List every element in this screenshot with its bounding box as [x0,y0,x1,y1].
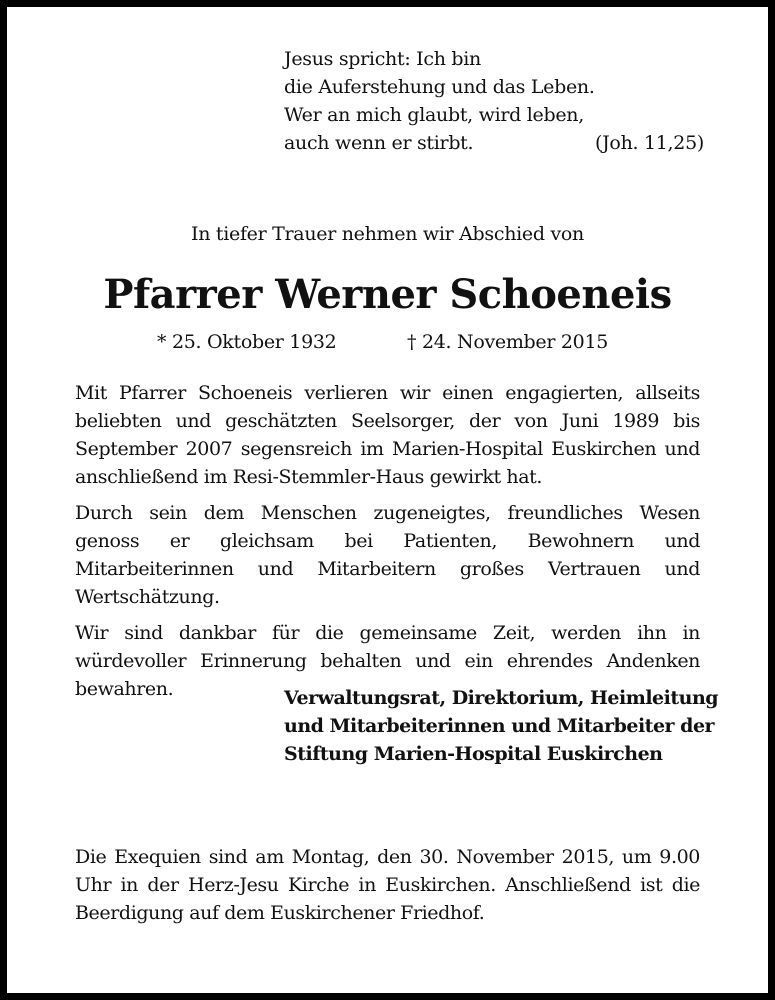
signature-line: Stiftung Marien-Hospital Euskirchen [284,743,663,765]
signature-line: Verwaltungsrat, Direktorium, Heimleitung [284,687,719,709]
body-paragraph: Durch sein dem Menschen zugeneigtes, freundliches Wesen genoss er gleichsam bei Patienten, Bewohnern und Mitarbeiterinnen und Mitarbeitern großes Vertrauen und Wertschätzung. [75,502,700,608]
body-paragraph: Wir sind dankbar für die gemeinsame Zeit, werden ihn in würdevoller Erinnerung behalten und ein ehrendes Andenken bewahren. [75,622,700,700]
obituary-body [75,379,700,711]
verse-line: Wer an mich glaubt, wird leben, [284,104,584,126]
bible-verse [284,45,704,157]
funeral-service-info: Die Exequien sind am Montag, den 30. November 2015, um 9.00 Uhr in der Herz-Jesu Kirche in Euskirchen. Anschließend ist die Beerdigung auf dem Euskirchener Friedhof. [75,846,700,924]
body-paragraph: Mit Pfarrer Schoeneis verlieren wir einen engagierten, allseits beliebten und geschätzten Seelsorger, der von Juni 1989 bis September 2007 segensreich im Marien-Hospital Euskirchen und anschließend im Resi-Stemmler-Haus gewirkt hat. [75,382,700,488]
intro-text: In tiefer Trauer nehmen wir Abschied von [191,223,584,245]
deceased-name: Pfarrer Werner Schoeneis [103,271,672,318]
verse-line: die Auferstehung und das Leben. [284,76,595,98]
verse-line: auch wenn er stirbt. [284,132,474,154]
signature-block [284,684,724,768]
birth-date: * 25. Oktober 1932 [157,331,337,353]
verse-line: Jesus spricht: Ich bin [284,48,481,70]
signature-line: und Mitarbeiterinnen und Mitarbeiter der [284,715,715,737]
death-date: † 24. November 2015 [407,331,609,353]
verse-reference: (Joh. 11,25) [595,132,704,154]
